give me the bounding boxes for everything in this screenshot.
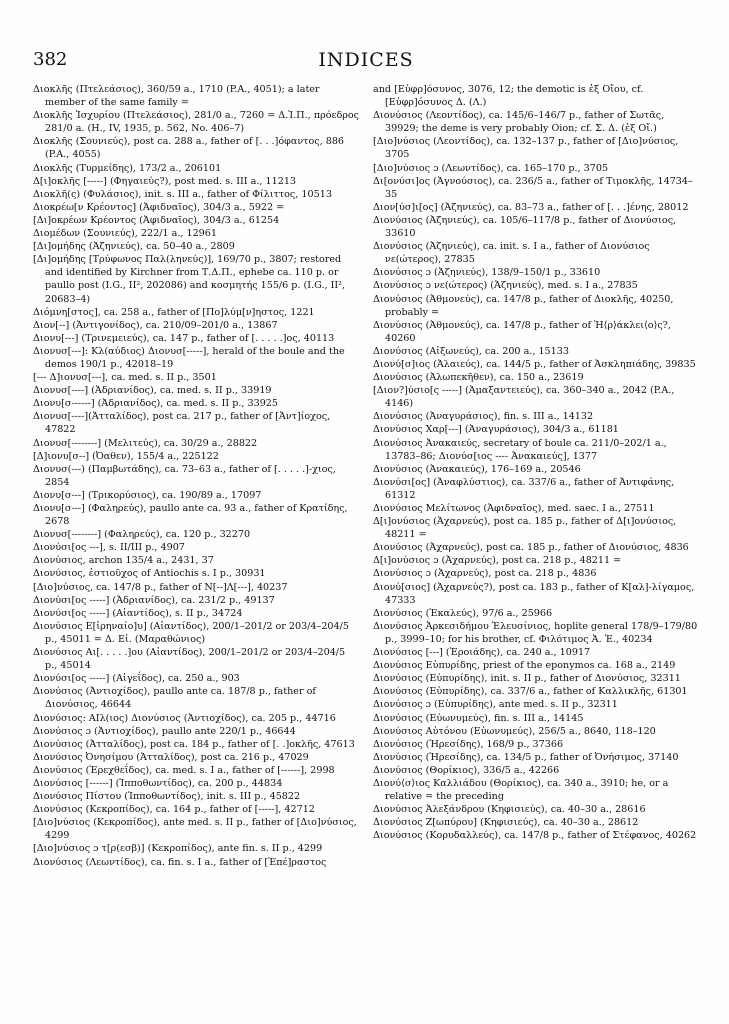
index-entry: Διοκλῆς Ἰσχυρίου (Πτελεάσιος), 281/0 a., 7260 = Δ.Ἱ.Π., πρόεδρος 281/0 a. (H., IV, 1935, p. 562, No. 406–7) xyxy=(33,110,360,135)
index-entry: Διοκλῆς (Σουνιεύς), post ca. 288 a., father of [. . .]όφαντος, 886 (P.A., 4055) xyxy=(33,136,345,161)
index-entry: Διον[ύσ]ι[ος] (Ἀζηνιεύς), ca. 83–73 a., father of [. . .]ένης, 28012 xyxy=(373,201,689,213)
index-entry: Δ[ι]ονύσιος (Ἀχαρνεύς), post ca. 185 p., father of Δ[ι]ονύσιος, 48211 = xyxy=(373,516,677,541)
index-entry: [Διο]νύσιος ɔ (Λεωντίδος), ca. 165–170 p., 3705 xyxy=(373,162,609,174)
index-entry: Διοκρέω[ν Κρέοντος] (Ἀφιδναῖος), 304/3 a., 5922 = xyxy=(33,201,285,213)
index-entry: Διονύσιος [---] (Ἐροιάδης), ca. 240 a., 10917 xyxy=(373,647,591,659)
index-entry: Διονύσιος (Ἡρεσίδης), 168/9 p., 37366 xyxy=(373,738,564,750)
index-entry: Διονύσιος (Κεκροπίδος), ca. 164 p., father of [-----], 42712 xyxy=(33,804,315,816)
index-entry: Διοκλῆς (Πτελεάσιος), 360/59 a., 1710 (P.A., 4051); a later member of the same family = xyxy=(33,84,320,109)
index-entry: Διονύ[σ]ιος (Ἀλαιεύς), ca. 144/5 p., father of Ἀσκληπιάδης, 39835 xyxy=(373,358,696,370)
index-entry: Διονύσιος (Ἀντιοχίδος), paullo ante ca. 187/8 p., father of Διονύσιος, 46644 xyxy=(33,686,316,711)
index-entry: Διονύσιος Εὐπυρίδης, priest of the eponymos ca. 168 a., 2149 xyxy=(373,660,676,672)
index-entry: Διονύσιος Ζ[ωπύρου] (Κηφισιεύς), ca. 40–30 a., 28612 xyxy=(373,817,639,829)
index-entry: Διονύσιος (Ἀνακαιεύς), 176–169 a., 20546 xyxy=(373,463,581,475)
index-entry: Διονύσιος (Ἐκαλεύς), 97/6 a., 25966 xyxy=(373,607,553,619)
index-entry: [Διο]νύσιος (Κεκροπίδος), ante med. s. II p., father of [Διο]νύσιος, 4299 xyxy=(33,817,357,842)
index-entry: Διονύσιος ɔ νε(ώτερος) (Ἀζηνιεύς), med. s. I a., 27835 xyxy=(373,280,638,292)
index-entry: Δ[ι]οκλῆς [-----] (Φηγαιεύς?), post med. s. III a., 11213 xyxy=(33,175,297,187)
index-entry: Διονύσι[ος -----] (Ἀδριανίδος), ca. 231/2 p., 49137 xyxy=(33,594,275,606)
index-entry: Διονύσιος Ε[ἰρηναίο]υ] (Αἰαντίδος), 200/1–201/2 or 203/4–204/5 p., 45011 = Δ. Εἰ. (Μαραθώνιος) xyxy=(33,620,349,645)
index-entry: Διονύσιος (Ἀζηνιεύς), ca. init. s. I a., father of Διονύσιος νε(ώτερος), 27835 xyxy=(373,241,650,266)
index-entry: Διοκλῆς (Τυρμείδης), 173/2 a., 206101 xyxy=(33,162,222,174)
index-entry: Διονύσιος, archon 135/4 a., 2431, 37 xyxy=(33,555,214,567)
index-entry: [Δι]οκρέων Κρέοντος (Ἀφιδναῖος), 304/3 a., 61254 xyxy=(33,214,280,226)
index-entry: Διονύσιος Ὀνησίμου (Ἀτταλίδος), post ca. 216 p., 47029 xyxy=(33,751,309,763)
index-entry: Διονύσιος (Ἀλωπεκῆθεν), ca. 150 a., 23619 xyxy=(373,372,584,384)
index-entry: Διονυ[σ---] (Φαληρεύς), paullo ante ca. 93 a., father of Κρατίδης, 2678 xyxy=(33,503,348,528)
index-entry: Διονύσιος (Λεωντίδος), ca. fin. s. I a., father of [Ἐπέ]ραστος xyxy=(33,856,327,868)
left-column xyxy=(33,83,360,869)
index-entry: Διονύ[σιος] (Ἀχαρνεύς?), post ca. 183 p., father of Κ[αλ]-λίγαμος, 47333 xyxy=(373,581,695,606)
index-entry: Διόμνη[στος], ca. 258 a., father of [Πο]λύμ[ν]ηστος, 1221 xyxy=(33,306,315,318)
index-entry: Διονύσιος ɔ (Εὐπυρίδης), ante med. s. II p., 32311 xyxy=(373,699,618,711)
index-entry: Διονύσιος ɔ (Ἀχαρνεύς), post ca. 218 p., 4836 xyxy=(373,568,597,580)
index-entry: Διονύσιος Πίστου (Ἱπποθωντίδος), init. s. III p., 45822 xyxy=(33,791,301,803)
index-entry: [Διο]νύσιος, ca. 147/8 p., father of N[--]Λ[---], 40237 xyxy=(33,581,288,593)
index-entry: Διονύσιος Ἀνακαιεύς, secretary of boule ca. 211/0–202/1 a., 13783–86; Διονύσ[ιος ---- Ἀνακαιεύς], 1377 xyxy=(373,437,667,462)
index-entry: Διονύσι[ος -----] (Αἰγεΐδος), ca. 250 a., 903 xyxy=(33,673,240,685)
index-entry: Διονυσ[---]: Κλ(αύδιος) Διονυσ[-----], herald of the boule and the demos 190/1 p., 42018–19 xyxy=(33,345,345,370)
index-entry: Διονύσιος Αὐτόνου (Εὐωνυμεύς), 256/5 a., 8640, 118–120 xyxy=(373,725,656,737)
index-entry: Διονύσιος (Ἀζηνιεύς), ca. 105/6–117/8 p., father of Διονύσιος, 33610 xyxy=(373,214,677,240)
index-entry: Διονύσιος (Θορίκιος), 336/5 a., 42266 xyxy=(373,764,560,776)
index-entry: Διονύσιος (Ἡρεσίδης), ca. 134/5 p., father of Ὀνήσιμος, 37140 xyxy=(373,751,679,763)
index-entry: Διονύσιος (Εὐπυρίδης), init. s. II p., father of Διονύσιος, 32311 xyxy=(373,673,681,685)
index-entry: [Διο]νύσιος (Λεοντίδος), ca. 132–137 p., father of [Διο]νύσιος, 3705 xyxy=(373,136,679,161)
index-entry: Διονυσ[----](Ἀτταλίδος), post ca. 217 p., father of [Ἀντ]ίοχος, 47822 xyxy=(33,411,331,436)
page-number: 382 xyxy=(33,49,68,70)
index-entry: Διονυ[σ------] (Ἀδριανίδος), ca. med. s. II p., 33925 xyxy=(33,398,279,410)
index-entry: Διονυσ(---) (Παμβωτάδης), ca. 73–63 a., father of [. . . . .]-χιος, 2854 xyxy=(33,463,336,488)
index-entry: Διονύσιος (Λεοντίδος), ca. 145/6–146/7 p., father of Σωτᾶς, 39929; the deme is very probably Oion; cf. Σ. Δ. (ἐξ Οἴ.) xyxy=(373,110,665,135)
index-entry: Διονύσι[ος ---], s. II/III p., 4907 xyxy=(33,542,185,554)
index-entry: Διονύσιος (Ἀτταλίδος), post ca. 184 p., father of [. .]οκλῆς, 47613 xyxy=(33,738,355,750)
index-entry: Διονύσιος (Κορυδαλλεύς), ca. 147/8 p., father of Στέφανος, 40262 xyxy=(373,830,697,842)
index-entry: Διονύ⟨σ⟩ιος Καλλιάδου (Θορίκιος), ca. 340 a., 3910; he, or a relative = the preceding xyxy=(373,777,669,803)
index-entry: [--- Δ]ιονυσ[---], ca. med. s. II p., 3501 xyxy=(33,372,217,384)
index-entry: Δι[ονύσι]ος (Ἀγνούσιος), ca. 236/5 a., father of Τιμοκλῆς, 14734–35 xyxy=(373,175,693,200)
right-column xyxy=(373,83,700,842)
index-entry: [Δι]ομήδης (Ἀζηνιεύς), ca. 50–40 a., 2809 xyxy=(33,241,235,253)
index-entry: Διονύσιος (Ἀχαρνεύς), post ca. 185 p., father of Διονύσιος, 4836 xyxy=(373,542,689,554)
index-entry: Διονύσιος Χαρ[---] (Ἀναγυράσιος), 304/3 a., 61181 xyxy=(373,424,619,436)
index-entry: Διονύσιος Ἀλεξάνδρου (Κηφισιεύς), ca. 40–30 a., 28616 xyxy=(373,804,646,816)
index-entry: Διοκλῆ(ς) (Φυλάσιος), init. s. III a., father of Φίλιττος, 10513 xyxy=(33,188,332,200)
index-entry: Διονύσιος (Ἐρεχθεΐδος), ca. med. s. I a., father of [------], 2998 xyxy=(33,764,335,776)
index-entry: Διονύσιος (Ἀθμονεύς), ca. 147/8 p., father of Ἡ⟨ρ⟩άκλει⟨ο⟩ς?, 40260 xyxy=(373,319,671,344)
index-entry: Διομέδων (Σουνιεύς), 222/1 a., 12961 xyxy=(33,228,217,240)
index-entry: Διονύσιος Ἀρκεσιδήμου Ἐλευσίνιος, hoplite general 178/9–179/80 p., 3999–10; for his brother, cf. Φιλότιμος Ἀ. Ἐ., 40234 xyxy=(373,620,698,645)
index-entry: Διονύσιος (Αἰξωνεύς), ca. 200 a., 15133 xyxy=(373,345,569,357)
index-entry: Διονυ[σ---] (Τρικορύσιος), ca. 190/89 a., 17097 xyxy=(33,489,262,501)
index-entry: Διονύσιος, ἑστιοῦχος of Antiochis s. I p., 30931 xyxy=(33,568,266,580)
index-entry: Διονύσιος ɔ (Ἀντιοχίδος), paullo ante 220/1 p., 46644 xyxy=(33,725,296,737)
index-entry: Διον[--] (Ἀντιγονίδος), ca. 210/09–201/0 a., 13867 xyxy=(33,319,278,331)
index-entry: Διονυ[---] (Τρινεμειεύς), ca. 147 p., father of [. . . . .]ος, 40113 xyxy=(33,332,335,344)
index-entry: Διονύσιος ɔ (Ἀζηνιεύς), 138/9–150/1 p., 33610 xyxy=(373,267,601,279)
page-header xyxy=(33,49,699,75)
index-entry: Διονυσ[--------] (Μελιτεύς), ca. 30/29 a., 28822 xyxy=(33,437,258,449)
index-entry: Διονυσ[----] (Ἀδριανίδος), ca. med. s. II p., 33919 xyxy=(33,385,272,397)
index-entry: [Δι]ομήδης [Τρύφωνος Παλ(ληνεύς)], 169/70 p., 3807; restored and identified by Kirchner from Τ.Δ.Π., ephebe ca. 110 p. or paullo post (I.G., II², 202086) and κοσμητής 155/6 p. (I.G., II², 20683–4) xyxy=(33,254,346,305)
index-entry: Διονύσιος (Ἀθμονεύς), ca. 147/8 p., father of Διοκλῆς, 40250, probably = xyxy=(373,293,674,318)
index-entry: Δ[ι]ονύσιος ɔ (Ἀχαρνεύς), post ca. 218 p., 48211 = xyxy=(373,555,622,567)
index-entry: Διονύσιος (Ἀναγυράσιος), fin. s. III a., 14132 xyxy=(373,411,594,423)
index-entry: Διονύσιος [------] (Ἱπποθωντίδος), ca. 200 p., 44834 xyxy=(33,777,283,789)
index-entry: Διονύσιος: ΑΙλ(ιος) Διονύσιος (Ἀντιοχίδος), ca. 205 p., 44716 xyxy=(33,712,336,724)
running-head-title: INDICES xyxy=(318,49,414,71)
index-entry: Διονυσ[--------] (Φαληρεύς), ca. 120 p., 32270 xyxy=(33,529,251,541)
index-entry: Διονύσιος Μελίτωνος (Ἀφιδναῖος), med. saec. I a., 27511 xyxy=(373,503,655,514)
index-entry: Διονύσιος (Εὐωνυμεύς), fin. s. III a., 14145 xyxy=(373,712,584,724)
index-entry: [Διο]νύσιος ɔ τ[ρ(εσβ)] (Κεκροπίδος), ante fin. s. II p., 4299 xyxy=(33,843,323,855)
index-entry: and [Εὐφρ]όσυνος, 3076, 12; the demotic is ἐξ Οἴου, cf. [Εὐφρ]όσυνος Δ. (Λ.) xyxy=(373,84,644,109)
index-entry: Διονύσιος Αι[. . . . .]ου (Αἰαντίδος), 200/1–201/2 or 203/4–204/5 p., 45014 xyxy=(33,647,346,672)
index-entry: [Διον?]ύσιο[ς -----] (Ἀμαξαντειεύς), ca. 360–340 a., 2042 (P.A., 4146) xyxy=(373,385,675,410)
index-entry: Διονύσιος (Εὐπυρίδης), ca. 337/6 a., father of Καλλικλῆς, 61301 xyxy=(373,686,688,698)
index-entry: [Δ]ιονυ[σ--] (Ὀαθεν), 155/4 a., 225122 xyxy=(33,450,219,462)
index-entry: Διονύσι[ος] (Ἀναφλύστιος), ca. 337/6 a., father of Ἀντιφάνης, 61312 xyxy=(373,476,675,501)
index-entry: Διονύσι[ος -----] (Αἰαντίδος), s. II p., 34724 xyxy=(33,607,243,619)
